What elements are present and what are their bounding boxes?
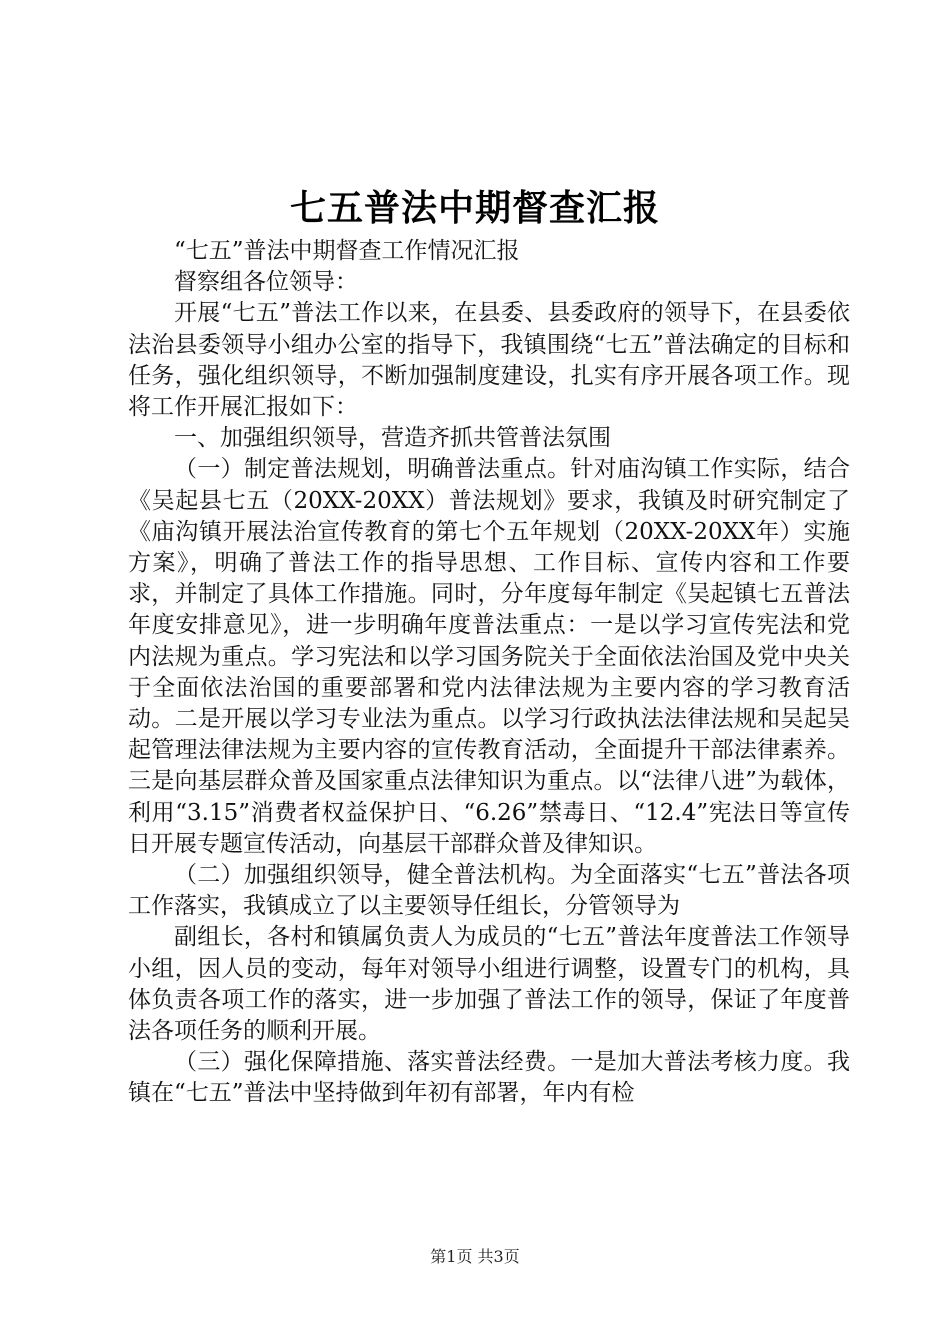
paragraph-intro: 开展“七五”普法工作以来，在县委、县委政府的领导下，在县委依法治县委领导小组办公室的指导下，我镇围绕“七五”普法确定的目标和任务，强化组织领导，不断加强制度建设，扎实有序开展各项工作。现将工作开展汇报如下：: [128, 300, 850, 421]
paragraph-item-3: （三）强化保障措施、落实普法经费。一是加大普法考核力度。我镇在“七五”普法中坚持做到年初有部署，年内有检: [128, 1049, 850, 1107]
paragraph-item-2-continued: 副组长，各村和镇属负责人为成员的“七五”普法年度普法工作领导小组，因人员的变动，每年对领导小组进行调整，设置专门的机构，具体负责各项工作的落实，进一步加强了普法工作的领导，保证了年度普法各项任务的顺利开展。: [128, 924, 850, 1045]
paragraph-item-2: （二）加强组织领导，健全普法机构。为全面落实“七五”普法各项工作落实，我镇成立了以主要领导任组长，分管领导为: [128, 862, 850, 920]
document-title: 七五普法中期督查汇报: [289, 187, 660, 229]
page-footer: 第1页 共3页: [430, 1247, 520, 1266]
paragraph-section-heading: 一、加强组织领导，营造齐抓共管普法氛围: [174, 425, 611, 452]
paragraph-salutation: 督察组各位领导：: [174, 269, 358, 296]
paragraph-item-1: （一）制定普法规划，明确普法重点。针对庙沟镇工作实际，结合《吴起县七五（20XX-20XX）普法规划》要求，我镇及时研究制定了《庙沟镇开展法治宣传教育的第七个五年规划（20XX-20XX年）实施方案》，明确了普法工作的指导思想、工作目标、宣传内容和工作要求，并制定了具体工作措施。同时，分年度每年制定《吴起镇七五普法年度安排意见》，进一步明确年度普法重点：一是以学习宣传宪法和党内法规为重点。学习宪法和以学习国务院关于全面依法治国及党中央关于全面依法治国的重要部署和党内法律法规为主要内容的学习教育活动。二是开展以学习专业法为重点。以学习行政执法法律法规和吴起吴起管理法律法规为主要内容的宣传教育活动，全面提升干部法律素养。三是向基层群众普及国家重点法律知识为重点。以“法律八进”为载体，利用“3.15”消费者权益保护日、“6.26”禁毒日、“12.4”宪法日等宣传日开展专题宣传活动，向基层干部群众普及律知识。: [128, 456, 850, 857]
document-body: [128, 236, 850, 1110]
paragraph-subtitle: “七五”普法中期督查工作情况汇报: [174, 238, 520, 264]
